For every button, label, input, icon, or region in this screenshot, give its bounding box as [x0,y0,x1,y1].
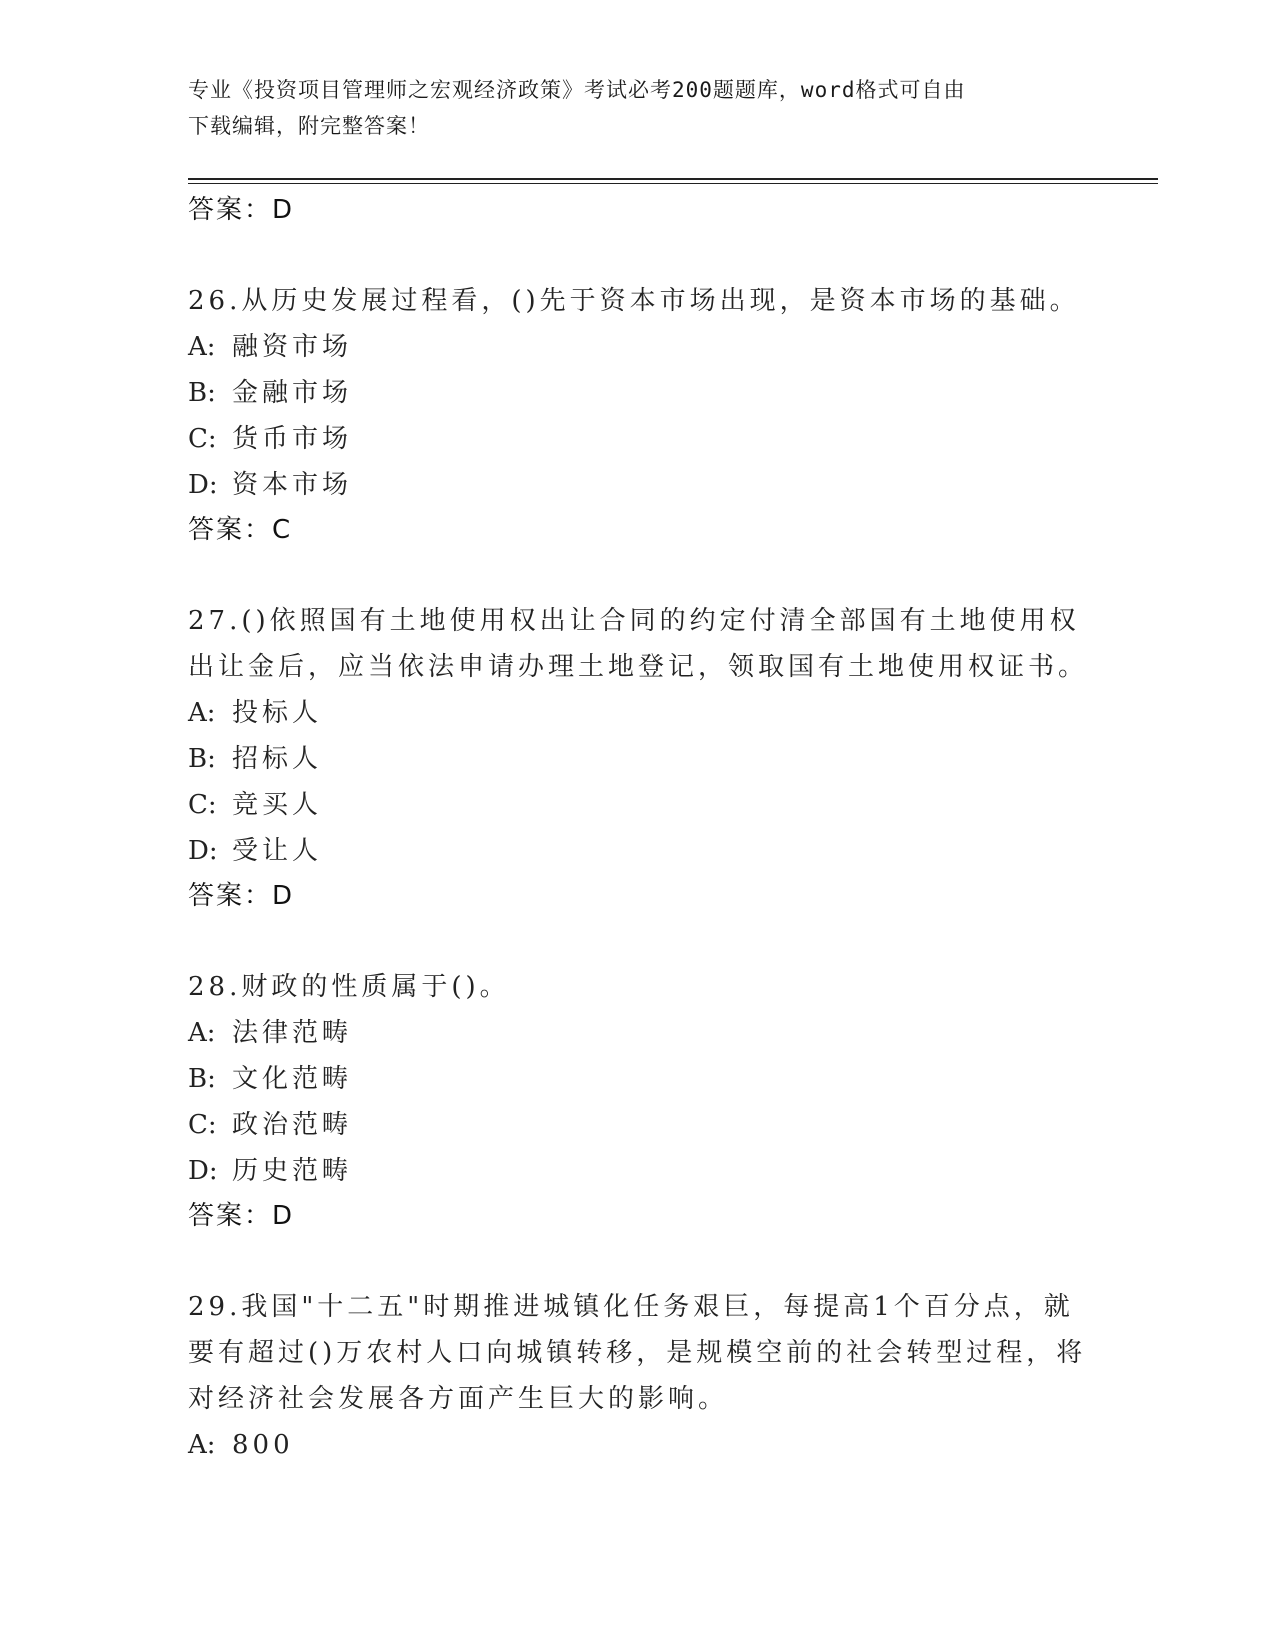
answer-text: 答案：D [188,1201,295,1231]
header-divider [188,178,1158,180]
question-text: 28.财政的性质属于()。 [188,972,510,1002]
option-text: 文化范畴 [232,1064,353,1094]
option-text: 800 [232,1430,294,1460]
question-list [188,188,1088,1468]
option-b [188,1056,1088,1102]
option-c [188,782,1088,828]
option-text: 金融市场 [232,378,353,408]
option-d [188,462,1088,508]
option-d [188,828,1088,874]
option-letter: C: [188,790,217,820]
previous-answer: 答案：D [188,195,295,225]
option-letter: D: [188,836,218,866]
option-letter: A: [188,1018,216,1048]
header-line-1: 专业《投资项目管理师之宏观经济政策》考试必考200题题库，word格式可自由 [188,78,966,102]
answer-text: 答案：D [188,881,295,911]
option-text: 政治范畴 [232,1110,353,1140]
question-text: 27.()依照国有土地使用权出让合同的约定付清全部国有土地使用权出让金后，应当依法申请办理土地登记，领取国有土地使用权证书。 [188,606,1089,682]
option-b [188,736,1088,782]
option-a [188,324,1088,370]
option-b [188,370,1088,416]
option-text: 历史范畴 [232,1156,353,1186]
option-letter: A: [188,1430,216,1460]
option-letter: B: [188,378,216,408]
option-c [188,1102,1088,1148]
option-text: 竞买人 [232,790,323,820]
question-block [188,964,1088,1240]
option-letter: B: [188,1064,216,1094]
header-line-2: 下载编辑，附完整答案！ [188,114,430,138]
option-letter: C: [188,424,217,454]
option-text: 货币市场 [232,424,353,454]
option-c [188,416,1088,462]
option-text: 法律范畴 [232,1018,353,1048]
option-text: 资本市场 [232,470,353,500]
question-block [188,598,1088,920]
option-text: 融资市场 [232,332,353,362]
option-text: 受让人 [232,836,323,866]
option-letter: B: [188,744,216,774]
option-letter: D: [188,470,218,500]
document-header [188,72,1088,144]
question-block [188,1284,1088,1468]
option-d [188,1148,1088,1194]
option-letter: A: [188,698,216,728]
question-text: 26.从历史发展过程看，()先于资本市场出现，是资本市场的基础。 [188,286,1080,316]
question-block [188,278,1088,554]
header-divider-thin [188,183,1158,184]
option-text: 投标人 [232,698,323,728]
option-letter: A: [188,332,216,362]
option-text: 招标人 [232,744,323,774]
option-a [188,690,1088,736]
option-a [188,1422,1088,1468]
answer-text: 答案：C [188,515,293,545]
option-letter: C: [188,1110,217,1140]
option-a [188,1010,1088,1056]
question-text: 29.我国"十二五"时期推进城镇化任务艰巨，每提高1个百分点，就要有超过()万农村人口向城镇转移，是规模空前的社会转型过程，将对经济社会发展各方面产生巨大的影响。 [188,1292,1087,1414]
option-letter: D: [188,1156,218,1186]
